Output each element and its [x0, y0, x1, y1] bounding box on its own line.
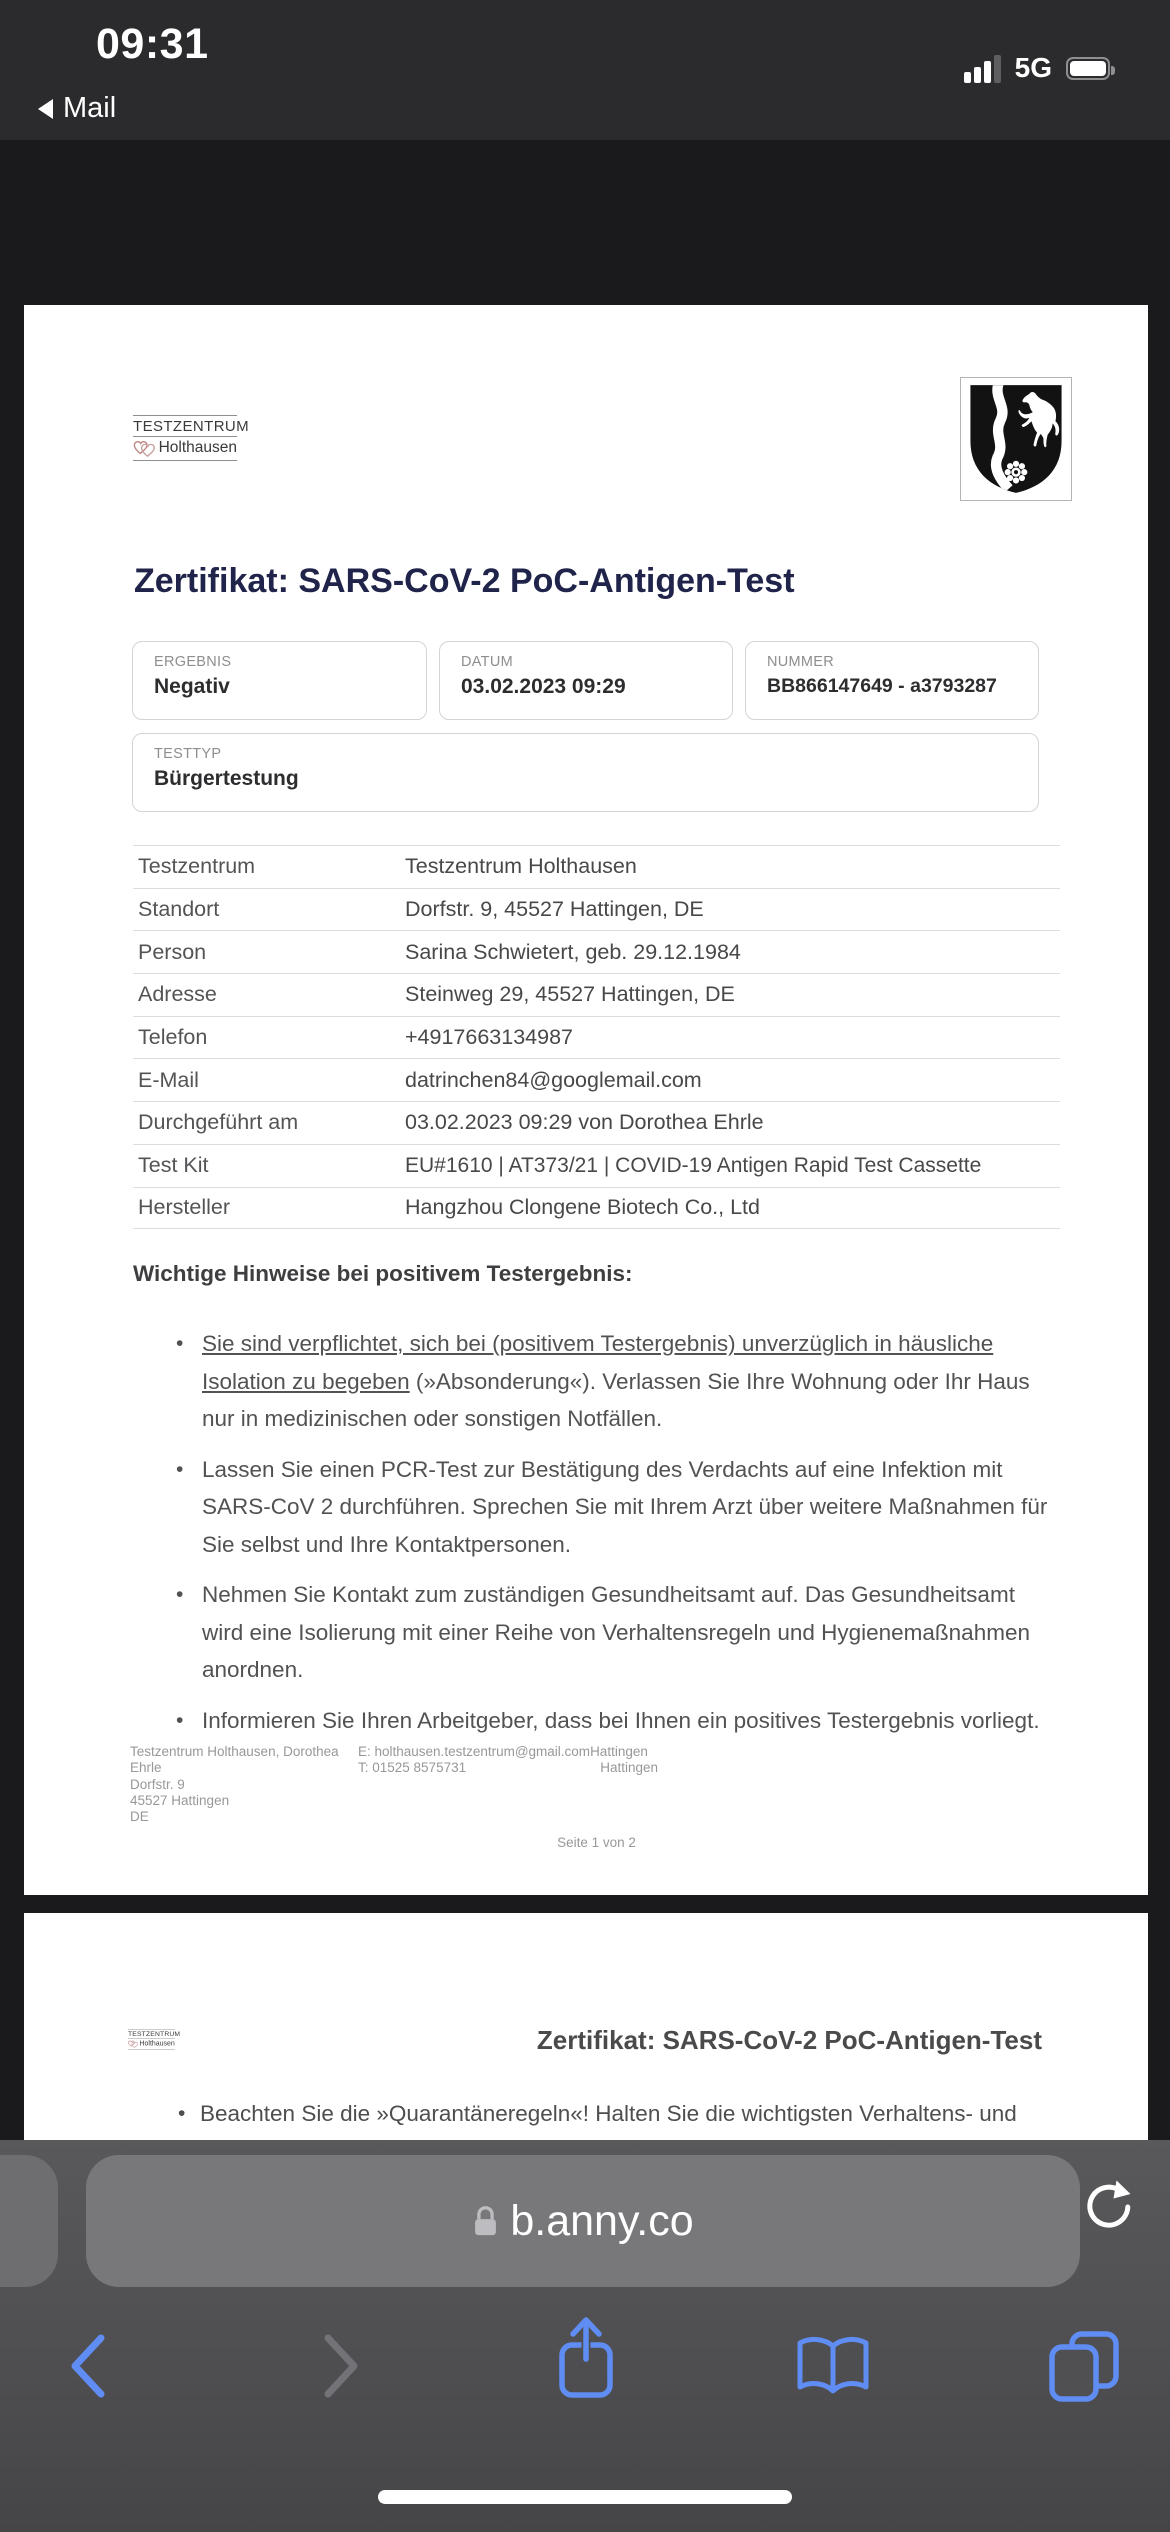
result-box-nummer	[745, 641, 1039, 720]
box-label: NUMMER	[767, 654, 835, 670]
url-bar[interactable]	[86, 2155, 1080, 2287]
notice-bullets	[176, 1325, 1054, 1752]
box-value: Negativ	[154, 675, 230, 698]
row-value: 03.02.2023 09:29 von Dorothea Ehrle	[405, 1110, 764, 1135]
result-boxes-row	[132, 641, 1040, 720]
bullet-text: (»Absonderung«). Verlassen Sie Ihre Wohnung oder Ihr Haus nur in medizinischen oder sonstigen Notfällen.	[202, 1368, 1030, 1431]
reload-icon[interactable]	[1080, 2179, 1136, 2235]
bullet-underlined-text: Sie sind verpflichtet, sich bei (positivem Testergebnis) unverzüglich in häusliche Isolation zu begeben	[202, 1331, 994, 1394]
row-value: Sarina Schwietert, geb. 29.12.1984	[405, 939, 741, 964]
table-row	[133, 1016, 1060, 1059]
hearts-icon	[128, 2039, 139, 2048]
row-value: Steinweg 29, 45527 Hattingen, DE	[405, 982, 735, 1007]
row-label: Hersteller	[138, 1195, 230, 1220]
box-label: TESTTYP	[154, 746, 222, 762]
row-value: Hangzhou Clongene Biotech Co., Ltd	[405, 1195, 760, 1220]
testcenter-logo	[133, 415, 250, 461]
forward-nav-icon[interactable]	[286, 2316, 396, 2416]
details-table	[133, 845, 1060, 1229]
table-row	[133, 845, 1060, 888]
box-label: DATUM	[461, 654, 513, 670]
battery-icon	[1066, 57, 1110, 80]
nrw-crest-icon	[960, 377, 1072, 501]
footer-address	[130, 1744, 352, 1825]
logo-top-label: TESTZENTRUM	[133, 418, 250, 435]
pdf-page-1	[24, 305, 1148, 1895]
hearts-icon	[133, 438, 157, 458]
back-to-app-label: Mail	[63, 92, 117, 124]
box-value: BB866147649 - a3793287	[767, 675, 997, 697]
list-item: • Beachten Sie die »Quarantäneregeln«! Halten Sie die wichtigsten Verhaltens- und	[178, 2101, 1017, 2126]
lock-icon	[472, 2204, 499, 2238]
bullet-text: Lassen Sie einen PCR-Test zur Bestätigung des Verdachts auf eine Infektion mit SARS-CoV 2 durchführen. Sprechen Sie mit Ihrem Arzt über weitere Maßnahmen für Sie selbst und Ihre Kontaktpersonen.	[202, 1456, 1048, 1557]
status-right-cluster	[964, 52, 1110, 84]
result-box-testtyp	[132, 733, 1039, 812]
logo-bottom-label: Holthausen	[158, 439, 237, 456]
status-time: 09:31	[96, 20, 209, 68]
bookmarks-icon[interactable]	[778, 2316, 888, 2416]
status-bar	[0, 0, 1170, 140]
list-item: • Sie sind verpflichtet, sich bei (positivem Testergebnis) unverzüglich in häusliche Isolation zu begeben (»Absonderung«). Verlassen Sie Ihre Wohnung oder Ihr Haus nur in medizinischen oder sonstigen Notfällen.	[176, 1331, 1030, 1431]
footer-street: Dorfstr. 9	[130, 1776, 185, 1792]
share-icon[interactable]	[531, 2308, 641, 2408]
row-value: +4917663134987	[405, 1025, 574, 1050]
url-text: b.anny.co	[510, 2196, 694, 2245]
row-value: Dorfstr. 9, 45527 Hattingen, DE	[405, 897, 704, 922]
safari-bottom-bar	[0, 2140, 1170, 2532]
table-row	[133, 930, 1060, 973]
list-item: • Informieren Sie Ihren Arbeitgeber, dass bei Ihnen ein positives Testergebnis vorliegt.	[176, 1707, 1040, 1733]
table-row	[133, 1101, 1060, 1144]
back-to-app-button[interactable]	[38, 92, 116, 125]
bullet-text: Nehmen Sie Kontakt zum zuständigen Gesundheitsamt auf. Das Gesundheitsamt wird eine Isolierung mit einer Reihe von Verhaltensregeln und Hygienemaßnahmen anordnen.	[202, 1582, 1030, 1682]
signal-icon	[964, 53, 1001, 83]
footer-email: E: holthausen.testzentrum@gmail.com	[358, 1744, 591, 1759]
row-value: EU#1610 | AT373/21 | COVID-19 Antigen Rapid Test Cassette	[405, 1153, 982, 1177]
footer-region: Hattingen	[590, 1744, 648, 1759]
certificate-title: Zertifikat: SARS-CoV-2 PoC-Antigen-Test	[134, 562, 795, 600]
footer-phone: T: 01525 8575731	[358, 1760, 467, 1776]
row-label: E-Mail	[138, 1067, 199, 1092]
back-nav-icon[interactable]	[33, 2316, 143, 2416]
result-box-ergebnis	[132, 641, 427, 720]
table-row	[133, 1187, 1060, 1230]
logo-top-label: TESTZENTRUM	[128, 2030, 181, 2038]
footer-country: DE	[130, 1809, 149, 1825]
row-label: Testzentrum	[138, 854, 256, 879]
row-value: datrinchen84@googlemail.com	[405, 1067, 702, 1092]
table-row	[133, 1058, 1060, 1101]
previous-tab-peek[interactable]	[0, 2155, 58, 2287]
row-label: Standort	[138, 897, 220, 922]
footer-org-line: Testzentrum Holthausen, Dorothea Ehrle	[130, 1744, 339, 1776]
notice-heading: Wichtige Hinweise bei positivem Testergebnis:	[133, 1261, 633, 1286]
back-triangle-icon	[38, 99, 54, 119]
tabs-icon[interactable]	[1029, 2316, 1139, 2416]
table-row	[133, 888, 1060, 931]
list-item: • Nehmen Sie Kontakt zum zuständigen Gesundheitsamt auf. Das Gesundheitsamt wird eine Isolierung mit einer Reihe von Verhaltensregeln und Hygienemaßnahmen anordnen.	[176, 1582, 1030, 1682]
table-row	[133, 1144, 1060, 1187]
box-value: 03.02.2023 09:29	[461, 675, 626, 698]
row-label: Person	[138, 939, 207, 964]
row-label: Test Kit	[138, 1153, 209, 1178]
bullet-text: Informieren Sie Ihren Arbeitgeber, dass bei Ihnen ein positives Testergebnis vorliegt.	[202, 1707, 1040, 1733]
testcenter-logo-small	[128, 2029, 181, 2055]
logo-bottom-label: Holthausen	[139, 2039, 175, 2048]
bullet-text: Beachten Sie die »Quarantäneregeln«! Halten Sie die wichtigsten Verhaltens- und	[200, 2101, 1017, 2126]
footer-city: 45527 Hattingen	[130, 1792, 230, 1808]
box-value: Bürgertestung	[154, 767, 299, 790]
row-label: Telefon	[138, 1025, 208, 1050]
row-label: Durchgeführt am	[138, 1110, 299, 1135]
box-label: ERGEBNIS	[154, 654, 232, 670]
network-type-label: 5G	[1014, 52, 1052, 83]
certificate-title-page2: Zertifikat: SARS-CoV-2 PoC-Antigen-Test	[536, 2025, 1042, 2055]
row-value: Testzentrum Holthausen	[405, 854, 637, 879]
result-box-datum	[439, 641, 733, 720]
home-indicator[interactable]	[378, 2490, 792, 2504]
footer-contact	[358, 1744, 658, 1777]
row-label: Adresse	[138, 982, 217, 1007]
table-row	[133, 973, 1060, 1016]
list-item: • Lassen Sie einen PCR-Test zur Bestätigung des Verdachts auf eine Infektion mit SARS-CoV 2 durchführen. Sprechen Sie mit Ihrem Arzt über weitere Maßnahmen für Sie selbst und Ihre Kontaktpersonen.	[176, 1456, 1048, 1557]
footer-region: Hattingen	[600, 1760, 658, 1776]
page-indicator: Seite 1 von 2	[557, 1835, 636, 1850]
